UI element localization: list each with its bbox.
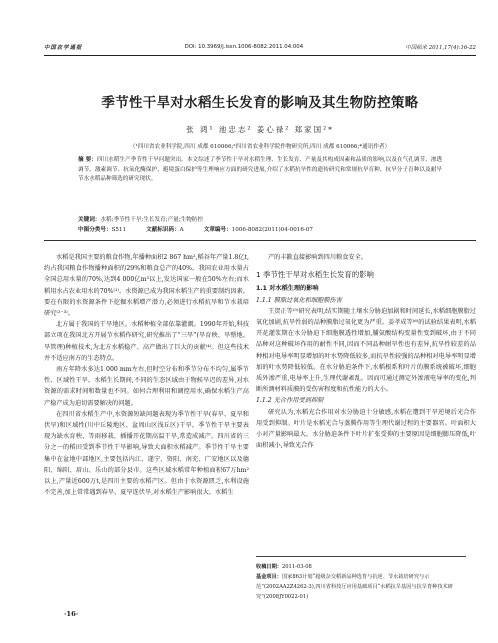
received-date xyxy=(256,562,466,572)
funding-label: 基金项目： xyxy=(256,574,282,580)
classification-line xyxy=(78,225,442,233)
subsubsection-heading: 1.1.1 膜脂过氧化和细胞膜伤害 xyxy=(256,296,342,304)
body-paragraph: 在四川省水稻生产中,水资源短缺问题表现为季节性干旱(春旱、夏旱和伏旱)和区域性(川中丘陵地区、盆周山区浅丘区)干旱。季节性干旱主要表现为缺水育秧、等雨移栽、插播开花期高温干旱,常造成减产。四川省的三分之一的稻田受到季节性干旱影响,导致大面积水稻减产。季节性干旱主要集中在盆地中部地区,主要包括内江、遂宁、资阳、南充、广安地区以及德阳、绵阳、眉山、乐山的部分县市。这些区域水稻常年种植面积67万hm²以上,产量近600万t,是四川主要的水稻产区。但由于水资源匮乏,水利设施不完善,加上常常遇到春旱、夏旱连伏旱,对水稻生产影响很大。水稻生 xyxy=(44,410,249,497)
body-paragraph: 王贺正等⁽⁵⁾研究表明,结实期随土壤水分胁迫加剧和时间延长,水稻细胞膜脂过氧化加剧,抗旱性弱的品种膜脂过氧化更为严重。姜孝成等⁽⁶⁾的试验结果表明,水稻开花灌浆期在水分胁迫下细胞膜透性增加,脯氨酸结构变量性变到破坏,由于不同品种对这种破坏作用的耐性不同,因而不同品种耐旱性也有差异,抗旱性较差的品种相对电导率明显增加的叶水势降低较多,而抗旱性较强的品种相对电导率明显增加的叶水势降低较低。在水分胁迫条件下,水稻根系和叶片的膜系统被破坏,细胞质外渗严重,电导率上升,生理代谢紊乱。因而可通过测定外渗液电导率的变化,判断所测材料质膜的受伤害程度和抗性能力的大小。 xyxy=(256,307,476,394)
left-column xyxy=(44,252,249,498)
abstract xyxy=(78,156,442,185)
abstract-text: 四川水稻生产季节性干旱问题突出。本文综述了季节性干旱对水稻生理、生长发育、产量及其构成因素和品质的影响,以及在气孔调节、渗透调节、激素调节、抗氧化酶保护、避境蛋白保护等生理响应方面的研究进展,介绍了水稻抗旱性的遗传研究和常规抗旱育种、抗旱分子育种以及耐旱节水水稻品种筛选的研究现状。 xyxy=(78,157,442,183)
body-paragraph: 南方年降水多达1 000 mm左右,但时空分布和季节分布不均匀,属季节性、区域性干旱。水稻生长期间,不同的生态区域由于物候旱迟的差异,对水资源的需求时间和数量也不同。如何合理利用和调控用水,确保水稻生产高产稳产成为迫切需要解决的问题。 xyxy=(44,366,249,407)
received-label: 收稿日期： xyxy=(256,564,282,570)
received-value: 2011-03-08 xyxy=(281,564,312,570)
intro-tail: 产的丰歉直接影响到四川粮食安全。 xyxy=(268,254,367,261)
page-number: ·16· xyxy=(64,610,79,618)
doc-code-value: A xyxy=(179,227,184,233)
paper-title: 季节性干旱对水稻生长发育的影响及其生物防控策略 xyxy=(101,96,419,111)
clc-number xyxy=(78,225,126,233)
body-paragraph: 北方属于我国的干旱地区。水稻种植全部依靠灌溉。1990年开始,科技部立项在我国北方开展节水稻作研究,研究推出了“三旱”(旱育秧、旱整地、旱管理)种植技术,为北方水稻稳产、高产做出了巨大的贡献⁽⁴⁾。但这些技术并不适应南方的生态特点。 xyxy=(44,321,249,362)
right-column xyxy=(256,252,476,451)
section-heading: 1 季节性干旱对水稻生长发育的影响 xyxy=(256,270,374,280)
article-number-label: 文章编号： xyxy=(203,227,232,233)
funding-info xyxy=(256,572,466,602)
keywords-label: 关键词： xyxy=(78,217,101,223)
abstract-label: 摘 要： xyxy=(78,157,97,163)
volume-info: 中国稻米 2011,17(4):16-22 xyxy=(405,45,476,51)
author-list: 张 鸿¹ 池忠志² 姜心禄² 郑家国²* xyxy=(186,125,334,134)
doc-code xyxy=(146,225,184,233)
header-divider xyxy=(44,240,476,241)
article-number-value: 1006-8082(2011)04-0016-07 xyxy=(231,227,313,233)
keywords xyxy=(78,215,442,223)
funding-value: 国家863计划“超级杂交稻新品种选育与抗逆、节水栽培研究与示范”(2002AA2Z4262-3),四川省科技厅应用基础项目“水稻抗旱基因与抗旱育种技术研究”(2008JY0022-01) xyxy=(256,574,453,600)
footnote xyxy=(256,556,466,602)
running-head xyxy=(44,41,476,56)
subsection-heading: 1.1 对水稻生理的影响 xyxy=(256,285,319,293)
body-paragraph: 水稻是我国主要的粮食作物,年播种面积2 867 hm²,稻谷年产量1.8亿t,约占我国粮食作物播种面积的29%和粮食总产的40%。我国农业用水量占全国总用水量的70%,达到4 000亿m³以上,发达国家一般在50%左右;而水稻用水占农业用水的70%⁽¹⁾。水资源已成为我国水稻生产的重要制约因素。要在有限的水资源条件下挖掘水稻增产潜力,必须进行水稻抗旱和节水栽培研究⁽²⁻³⁾。 xyxy=(44,254,249,318)
article-number xyxy=(204,225,313,233)
clc-value: S511 xyxy=(111,227,127,233)
journal-name: 中国农学通报 xyxy=(44,45,83,51)
doi: DOI: 10.3969/j.issn.1006-8082.2011.04.004 xyxy=(184,44,304,50)
body-paragraph: 研究认为,水稻光合作用对水分胁迫十分敏感,水稻在遭到干旱逆境后光合作用受到抑制。叶片是水稻光合与蒸腾作用等生理代谢过程的主要器官。叶面积大小对产量影响最大。水分胁迫条件下叶片扩张受抑的主要原因是细胞膨压降低,叶面积减小,导致光合作 xyxy=(256,408,476,450)
clc-label: 中图分类号： xyxy=(78,227,112,233)
keywords-text: 水稻;季节性干旱;生长发育;产量;生物防控 xyxy=(100,217,204,223)
subsubsection-heading: 1.1.2 光合作用受到抑制 xyxy=(256,397,324,405)
doc-code-label: 文献标识码： xyxy=(146,227,180,233)
affiliation: （¹四川省农业科学院,四川 成都 610066;²四川省农业科学院作物研究所,四川 成都 610066;*通讯作者） xyxy=(129,144,391,150)
